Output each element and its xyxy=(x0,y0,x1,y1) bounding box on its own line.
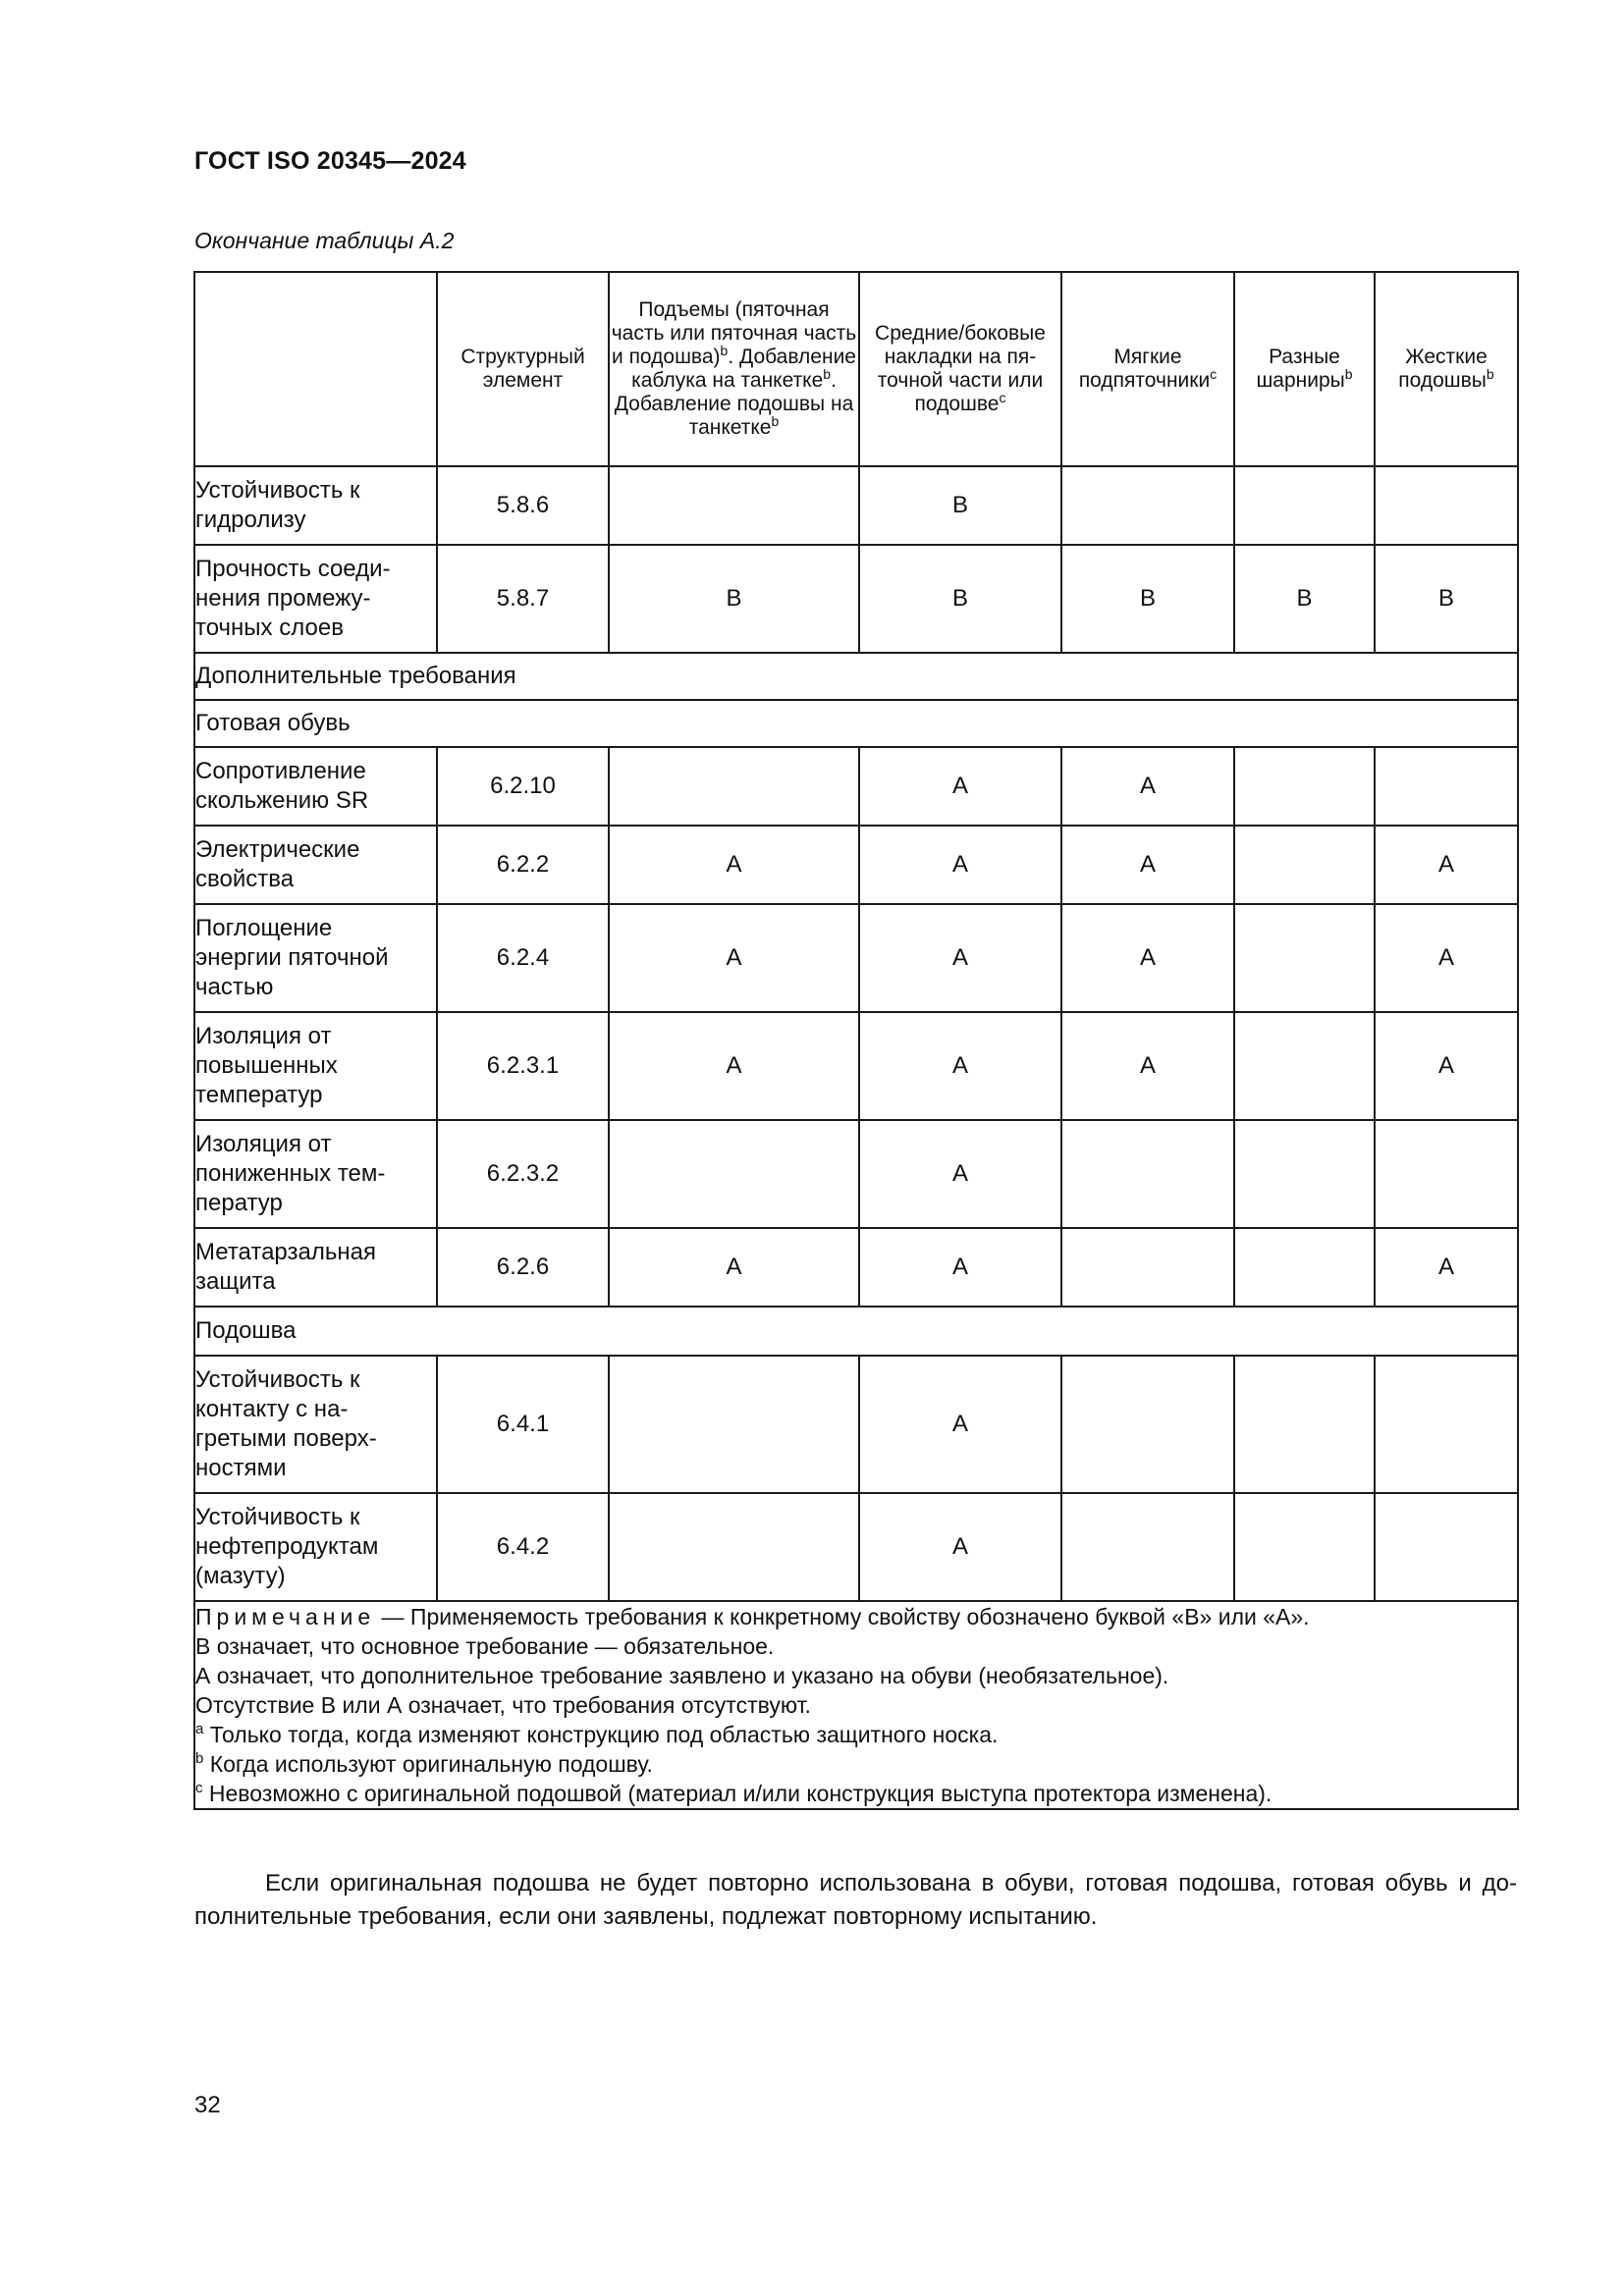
applicability-cell xyxy=(1061,1493,1234,1601)
applicability-cell xyxy=(1234,1012,1375,1120)
applicability-cell xyxy=(1234,826,1375,904)
applicability-cell: A xyxy=(859,1012,1061,1120)
applicability-cell: A xyxy=(1061,826,1234,904)
requirements-table xyxy=(193,271,1519,1810)
note-label: Примечание xyxy=(195,1604,376,1629)
applicability-cell: A xyxy=(859,826,1061,904)
applicability-cell xyxy=(1234,1120,1375,1228)
applicability-cell: A xyxy=(1375,904,1518,1012)
applicability-cell xyxy=(1375,1493,1518,1601)
table-row xyxy=(194,1493,1518,1601)
footnote-a: $^a$ Только тогда, когда изменяют конструкцию под областью защитного носка. xyxy=(195,1721,999,1747)
section-label: Дополнительные требования xyxy=(194,653,1518,700)
section-label: Готовая обувь xyxy=(194,700,1518,747)
applicability-cell xyxy=(1375,1356,1518,1493)
page-number: 32 xyxy=(194,2092,221,2118)
applicability-cell: A xyxy=(1375,826,1518,904)
applicability-cell: A xyxy=(859,747,1061,826)
applicability-cell: A xyxy=(609,826,859,904)
property-cell: Поглощение энергии пяточной частью xyxy=(194,904,437,1012)
applicability-cell xyxy=(1061,1356,1234,1493)
header-cell-hinges: Разные шарниры$^b$ xyxy=(1234,272,1375,466)
property-cell: Прочность соеди- нения промежу- точных слоев xyxy=(194,545,437,653)
note-row xyxy=(194,1601,1518,1809)
applicability-cell xyxy=(609,1493,859,1601)
header-cell-soft-heel-pads: Мягкие подпяточники$^c$ xyxy=(1061,272,1234,466)
header-cell-side-overlays: Средние/боковые накладки на пя-точной части или подошве$^c$ xyxy=(859,272,1061,466)
applicability-cell xyxy=(1061,1120,1234,1228)
clause-cell: 6.2.6 xyxy=(437,1228,609,1307)
table-row xyxy=(194,466,1518,545)
applicability-cell xyxy=(1234,747,1375,826)
applicability-cell: A xyxy=(859,1228,1061,1307)
clause-cell: 6.2.3.2 xyxy=(437,1120,609,1228)
clause-cell: 6.4.2 xyxy=(437,1493,609,1601)
applicability-cell: A xyxy=(1061,1012,1234,1120)
table-row xyxy=(194,1356,1518,1493)
applicability-cell xyxy=(1375,466,1518,545)
note-line: Примечание — Применяемость требования к конкретному свойству обозначено буквой «B» или «А». xyxy=(195,1604,1310,1629)
table-caption: Окончание таблицы А.2 xyxy=(194,228,455,253)
applicability-cell xyxy=(1234,1228,1375,1307)
section-row xyxy=(194,1307,1518,1356)
clause-cell: 6.2.2 xyxy=(437,826,609,904)
clause-cell: 5.8.7 xyxy=(437,545,609,653)
table-header-row xyxy=(194,272,1518,466)
body-paragraph: Если оригинальная подошва не будет повторно использована в обуви, готовая подошва, готовая обувь и до-полнительные требования, если они заявлены, подлежат повторному испытанию. xyxy=(194,1870,1517,1930)
applicability-cell: A xyxy=(1061,747,1234,826)
applicability-cell: A xyxy=(859,1120,1061,1228)
applicability-cell: A xyxy=(859,904,1061,1012)
header-cell-structural-element: Структурный элемент xyxy=(437,272,609,466)
note-line: А означает, что дополнительное требование заявлено и указано на обуви (необязательное). xyxy=(195,1663,1169,1688)
property-cell: Метатарзальная защита xyxy=(194,1228,437,1307)
applicability-cell xyxy=(1375,1120,1518,1228)
table-row xyxy=(194,904,1518,1012)
document-header: ГОСТ ISO 20345—2024 xyxy=(194,147,466,175)
applicability-cell: B xyxy=(609,545,859,653)
applicability-cell: A xyxy=(1375,1228,1518,1307)
table-row xyxy=(194,1012,1518,1120)
applicability-cell: B xyxy=(859,545,1061,653)
applicability-cell xyxy=(1234,904,1375,1012)
applicability-cell xyxy=(609,1120,859,1228)
header-cell-rigid-soles: Жесткие подошвы$^b$ xyxy=(1375,272,1518,466)
header-cell-property xyxy=(194,272,437,466)
applicability-cell: A xyxy=(859,1493,1061,1601)
applicability-cell xyxy=(609,466,859,545)
applicability-cell: A xyxy=(609,1228,859,1307)
property-cell: Изоляция от пониженных тем- ператур xyxy=(194,1120,437,1228)
property-cell: Сопротивление скольжению SR xyxy=(194,747,437,826)
applicability-cell xyxy=(609,1356,859,1493)
clause-cell: 6.2.10 xyxy=(437,747,609,826)
applicability-cell xyxy=(1234,466,1375,545)
property-cell: Устойчивость к нефтепродуктам (мазуту) xyxy=(194,1493,437,1601)
property-cell: Устойчивость к контакту с на- гретыми поверх- ностями xyxy=(194,1356,437,1493)
table-row xyxy=(194,545,1518,653)
property-cell: Устойчивость к гидролизу xyxy=(194,466,437,545)
applicability-cell xyxy=(1234,1493,1375,1601)
clause-cell: 6.4.1 xyxy=(437,1356,609,1493)
applicability-cell: A xyxy=(1375,1012,1518,1120)
clause-cell: 6.2.4 xyxy=(437,904,609,1012)
table-row xyxy=(194,1228,1518,1307)
section-row xyxy=(194,700,1518,747)
table-row xyxy=(194,747,1518,826)
applicability-cell: B xyxy=(1375,545,1518,653)
section-row xyxy=(194,653,1518,700)
applicability-cell xyxy=(1234,1356,1375,1493)
table-body xyxy=(194,466,1518,1601)
property-cell: Электрические свойства xyxy=(194,826,437,904)
property-cell: Изоляция от повышенных температур xyxy=(194,1012,437,1120)
applicability-cell xyxy=(609,747,859,826)
applicability-cell: A xyxy=(609,1012,859,1120)
footnote-b: $^b$ Когда используют оригинальную подошву. xyxy=(195,1750,653,1777)
applicability-cell: A xyxy=(609,904,859,1012)
note-line: Отсутствие B или А означает, что требования отсутствуют. xyxy=(195,1692,811,1718)
section-label: Подошва xyxy=(194,1307,1518,1356)
clause-cell: 6.2.3.1 xyxy=(437,1012,609,1120)
applicability-cell xyxy=(1061,466,1234,545)
applicability-cell xyxy=(1061,1228,1234,1307)
applicability-cell: A xyxy=(1061,904,1234,1012)
applicability-cell: B xyxy=(859,466,1061,545)
applicability-cell: A xyxy=(859,1356,1061,1493)
applicability-cell: B xyxy=(1061,545,1234,653)
clause-cell: 5.8.6 xyxy=(437,466,609,545)
note-line: B означает, что основное требование — обязательное. xyxy=(195,1633,775,1659)
header-cell-lifts: Подъемы (пяточная часть или пяточная часть и подошва)$^b$. Добавление каблука на танкетке$^b$. Добавление подошвы на танкетке$^b$ xyxy=(609,272,859,466)
table-row xyxy=(194,1120,1518,1228)
applicability-cell: B xyxy=(1234,545,1375,653)
footnote-c: $^c$ Невозможно с оригинальной подошвой (материал и/или конструкция выступа протектора изменена). xyxy=(195,1780,1272,1806)
applicability-cell xyxy=(1375,747,1518,826)
table-note xyxy=(194,1601,1518,1809)
table-row xyxy=(194,826,1518,904)
